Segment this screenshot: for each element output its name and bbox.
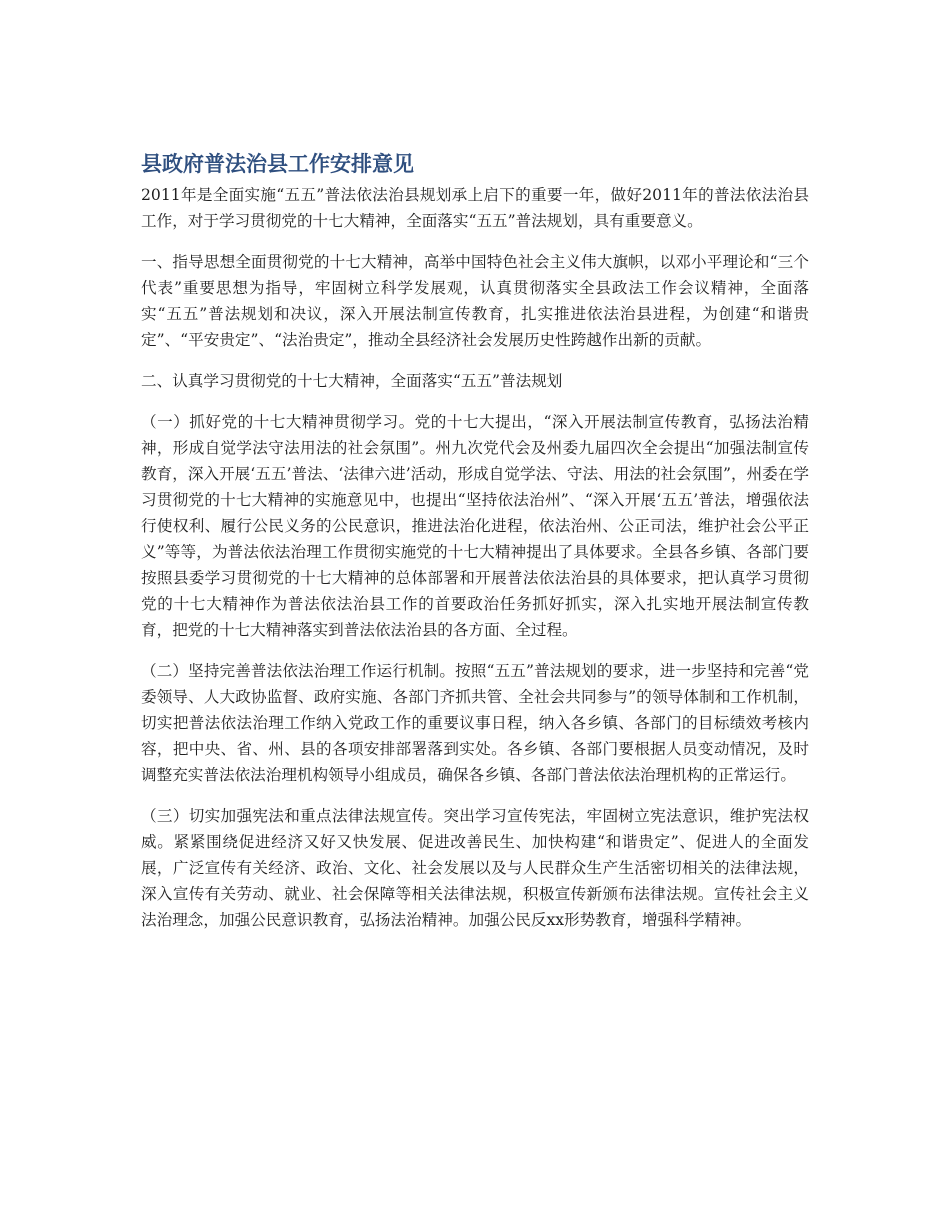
paragraph-item-two: （二）坚持完善普法依法治理工作运行机制。按照“五五”普法规划的要求，进一步坚持和完善“党委领导、人大政协监督、政府实施、各部门齐抓共管、全社会共同参与”的领导体制和工作机制，切实把普法依法治理工作纳入党政工作的重要议事日程，纳入各乡镇、各部门的目标绩效考核内容，把中央、省、州、县的各项安排部署落到实处。各乡镇、各部门要根据人员变动情况，及时调整充实普法依法治理机构领导小组成员，确保各乡镇、各部门普法依法治理机构的正常运行。 bbox=[141, 662, 809, 784]
section-heading-two: 二、认真学习贯彻党的十七大精神，全面落实“五五”普法规划 bbox=[141, 372, 563, 390]
paragraph-item-one: （一）抓好党的十七大精神贯彻学习。党的十七大提出，“深入开展法制宣传教育，弘扬法治精神，形成自觉学法守法用法的社会氛围”。州九次党代会及州委九届四次全会提出“加强法制宣传教育，深入开展‘五五’普法、‘法律六进’活动，形成自觉学法、守法、用法的社会氛围”，州委在学习贯彻党的十七大精神的实施意见中，也提出“坚持依法治州”、“深入开展‘五五’普法，增强依法行使权利、履行公民义务的公民意识，推进法治化进程，依法治州、公正司法，维护社会公平正义”等等，为普法依法治理工作贯彻实施党的十七大精神提出了具体要求。全县各乡镇、各部门要按照县委学习贯彻党的十七大精神的总体部署和开展普法依法治县的具体要求，把认真学习贯彻党的十七大精神作为普法依法治县工作的首要政治任务抓好抓实，深入扎实地开展法制宣传教育，把党的十七大精神落实到普法依法治县的各方面、全过程。 bbox=[141, 413, 809, 639]
document-title: 县政府普法治县工作安排意见 bbox=[141, 152, 414, 176]
paragraph-guiding-thought: 一、指导思想全面贯彻党的十七大精神，高举中国特色社会主义伟大旗帜，以邓小平理论和“三个代表”重要思想为指导，牢固树立科学发展观，认真贯彻落实全县政法工作会议精神，全面落实“五五”普法规划和决议，深入开展法制宣传教育，扎实推进依法治县进程，为创建“和谐贵定”、“平安贵定”、“法治贵定”，推动全县经济社会发展历史性跨越作出新的贡献。 bbox=[141, 253, 809, 349]
paragraph-intro: 2011年是全面实施“五五”普法依法治县规划承上启下的重要一年，做好2011年的普法依法治县工作，对于学习贯彻党的十七大精神，全面落实“五五”普法规划，具有重要意义。 bbox=[141, 186, 809, 230]
document-page bbox=[141, 150, 809, 948]
paragraph-item-three: （三）切实加强宪法和重点法律法规宣传。突出学习宣传宪法，牢固树立宪法意识，维护宪法权威。紧紧围绕促进经济又好又快发展、促进改善民生、加快构建“和谐贵定”、促进人的全面发展，广泛宣传有关经济、政治、文化、社会发展以及与人民群众生产生活密切相关的法律法规，深入宣传有关劳动、就业、社会保障等相关法律法规，积极宣传新颁布法律法规。宣传社会主义法治理念，加强公民意识教育，弘扬法治精神。加强公民反xx形势教育，增强科学精神。 bbox=[141, 807, 809, 929]
